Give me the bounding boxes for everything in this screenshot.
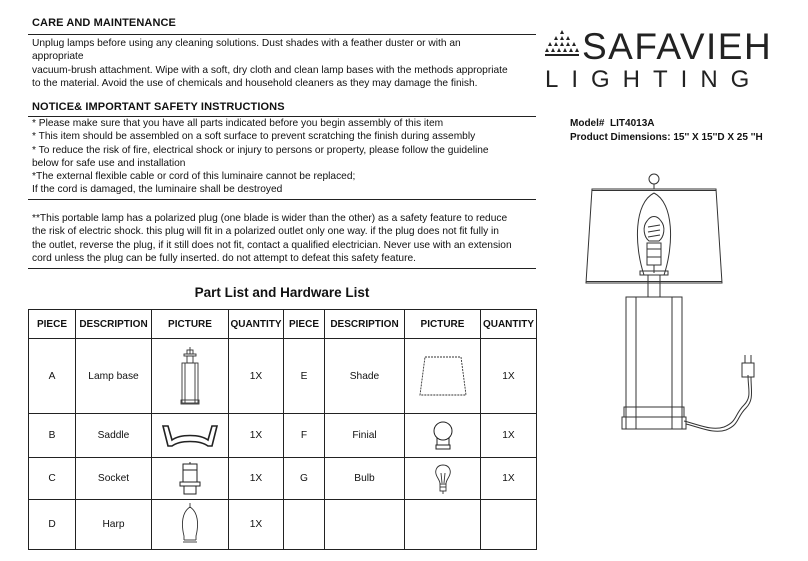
- safety-line: below for safe use and installation: [32, 157, 186, 169]
- table-row: [29, 414, 537, 458]
- col-header: PICTURE: [405, 310, 481, 339]
- quantity-cell: 1X: [229, 414, 284, 458]
- harp-drawing: [637, 193, 670, 275]
- description-cell: Bulb: [325, 458, 405, 500]
- care-line: appropriate: [32, 51, 84, 63]
- bulb-drawing: [644, 217, 664, 242]
- safety-text: [32, 117, 489, 197]
- plug-line: **This portable lamp has a polarized plug (one blade is wider than the other) as a safety feature to reduce: [32, 213, 508, 224]
- quantity-cell: 1X: [481, 414, 537, 458]
- piece-cell: C: [29, 458, 76, 500]
- picture-cell: [405, 500, 481, 550]
- piece-cell: [284, 500, 325, 550]
- picture-cell: [152, 414, 229, 458]
- piece-cell: D: [29, 500, 76, 550]
- col-header: QUANTITY: [229, 310, 284, 339]
- description-cell: Shade: [325, 339, 405, 414]
- description-cell: Socket: [76, 458, 152, 500]
- plug-divider: [28, 268, 536, 269]
- table-header-row: [29, 310, 537, 339]
- quantity-cell: 1X: [229, 339, 284, 414]
- plug-line: the risk of electric shock. this plug will fit in a polarized outlet only one way. if the plug does not fit fully in: [32, 226, 499, 238]
- picture-cell: [152, 458, 229, 500]
- quantity-cell: 1X: [481, 339, 537, 414]
- picture-cell: [405, 414, 481, 458]
- col-header: DESCRIPTION: [325, 310, 405, 339]
- description-cell: Finial: [325, 414, 405, 458]
- description-cell: Saddle: [76, 414, 152, 458]
- model-value: LIT4013A: [610, 118, 655, 129]
- finial-icon: [432, 419, 454, 453]
- socket-drawing: [647, 243, 661, 265]
- model-info: [570, 117, 763, 144]
- safety-line: * To reduce the risk of fire, electrical shock or injury to persons or property, please follow the guideline: [32, 144, 489, 156]
- care-line: Unplug lamps before using any cleaning solutions. Dust shades with a feather duster or with an: [32, 38, 461, 49]
- safety-line: If the cord is damaged, the luminaire shall be destroyed: [32, 184, 283, 196]
- table-row: [29, 339, 537, 414]
- quantity-cell: 1X: [229, 500, 284, 550]
- safety-bottom-divider: [28, 199, 536, 200]
- care-divider: [28, 34, 536, 35]
- brand-subtitle: LIGHTING: [545, 66, 763, 93]
- harp-icon: [179, 502, 201, 548]
- picture-cell: [152, 339, 229, 414]
- plug-line: cord unless the plug can be fully inserted. do not attempt to defeat this safety feature.: [32, 252, 416, 264]
- quantity-cell: [481, 500, 537, 550]
- care-title: CARE AND MAINTENANCE: [32, 17, 176, 29]
- base-drawing: [626, 297, 682, 429]
- plug-drawing: [742, 363, 754, 377]
- dimensions-value: 15'' X 15''D X 25 ''H: [673, 131, 763, 143]
- description-cell: [325, 500, 405, 550]
- quantity-cell: 1X: [229, 458, 284, 500]
- picture-cell: [405, 458, 481, 500]
- col-header: PICTURE: [152, 310, 229, 339]
- safety-line: * Please make sure that you have all parts indicated before you begin assembly of this item: [32, 118, 444, 129]
- col-header: DESCRIPTION: [76, 310, 152, 339]
- lamp-base-icon: [177, 346, 203, 406]
- cord-drawing: [684, 375, 749, 428]
- plug-line: the outlet, reverse the plug, if it still does not fit, contact a qualified electrician. Never use with an extension: [32, 239, 512, 251]
- parts-table: [28, 309, 537, 550]
- col-header: PIECE: [284, 310, 325, 339]
- parts-table-title: Part List and Hardware List: [194, 285, 370, 300]
- finial-drawing: [649, 174, 659, 184]
- piece-cell: E: [284, 339, 325, 414]
- picture-cell: [405, 339, 481, 414]
- plug-notice-text: [32, 212, 512, 265]
- picture-cell: [152, 500, 229, 550]
- shade-icon: [417, 354, 469, 398]
- piece-cell: G: [284, 458, 325, 500]
- dimensions-label: Product Dimensions:: [570, 131, 671, 143]
- brand-name: SAFAVIEH: [582, 26, 773, 67]
- bulb-icon: [433, 463, 453, 495]
- table-row: [29, 500, 537, 550]
- piece-cell: A: [29, 339, 76, 414]
- socket-icon: [178, 462, 202, 496]
- lamp-illustration: [562, 165, 782, 465]
- saddle-icon: [160, 422, 220, 450]
- care-line: vacuum-brush attachment. Wipe with a soft, dry cloth and clean lamp bases with the methods appropriate: [32, 64, 508, 76]
- care-line: to the material. Avoid the use of chemicals and household cleaners as they may damage the finish.: [32, 77, 478, 89]
- table-row: [29, 458, 537, 500]
- safety-line: * This item should be assembled on a soft surface to prevent scratching the finish during assembly: [32, 131, 476, 143]
- safety-line: *The external flexible cable or cord of this luminaire cannot be replaced;: [32, 171, 356, 183]
- description-cell: Harp: [76, 500, 152, 550]
- care-text: [32, 37, 508, 90]
- description-cell: Lamp base: [76, 339, 152, 414]
- safety-title: NOTICE& IMPORTANT SAFETY INSTRUCTIONS: [32, 101, 285, 113]
- piece-cell: B: [29, 414, 76, 458]
- model-label: Model#: [570, 118, 605, 129]
- piece-cell: F: [284, 414, 325, 458]
- quantity-cell: 1X: [481, 458, 537, 500]
- chandelier-icon: [544, 30, 580, 64]
- col-header: PIECE: [29, 310, 76, 339]
- col-header: QUANTITY: [481, 310, 537, 339]
